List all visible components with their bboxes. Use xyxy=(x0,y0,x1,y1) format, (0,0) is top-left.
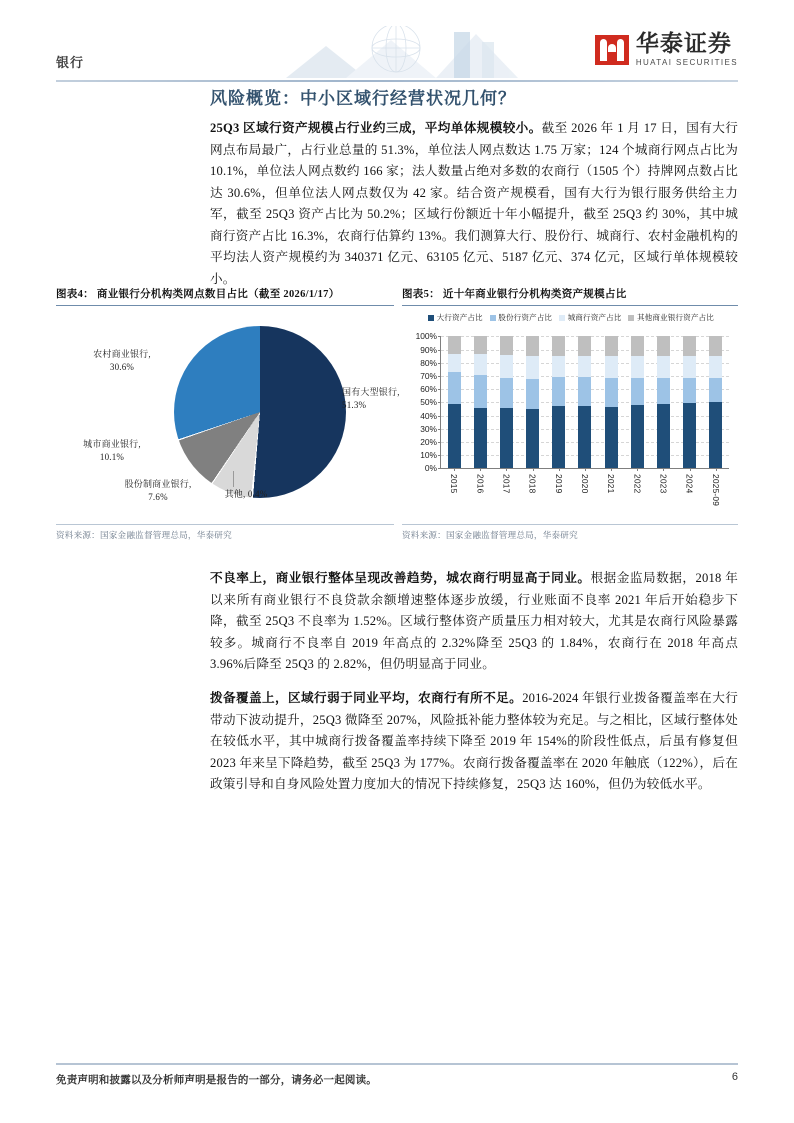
bar-segment-2021-1 xyxy=(605,378,618,407)
y-axis-tick-0%: 0% xyxy=(424,463,437,474)
bar-segment-2018-1 xyxy=(526,379,539,409)
paragraph-2-body: 根据金监局数据，2018 年以来所有商业银行不良贷款余额增速整体逐步放缓，行业账面不良率 2021 年后开始稳步下降，截至 25Q3 不良率为 1.52%。区域行整体资产质量压力相对较大，尤其是农商行风险暴露较多。城商行不良率自 2019 年高点的 2.32%降至 25Q3 的 1.84%，农商行在 2018 年高点 3.96%后降至 25Q3 的 2.82%，但仍明显高于同业。 xyxy=(210,571,738,671)
bar-2016 xyxy=(474,336,487,494)
header-divider xyxy=(56,80,738,82)
y-axis-tick-50%: 50% xyxy=(420,397,437,408)
bar-2021 xyxy=(605,336,618,494)
x-axis-mark-2020 xyxy=(585,468,586,471)
bar-segment-2025-09-2 xyxy=(709,356,722,378)
x-axis-mark-2025-09 xyxy=(716,468,717,471)
bar-segment-2022-0 xyxy=(631,405,644,468)
legend-label-0: 大行资产占比 xyxy=(436,313,483,323)
sector-label: 银行 xyxy=(56,55,85,70)
y-axis-tick-10%: 10% xyxy=(420,450,437,461)
paragraph-3-body: 2016-2024 年银行业拨备覆盖率在大行带动下波动提升，25Q3 微降至 207%，风险抵补能力整体较为充足。与之相比，区域行整体处在较低水平，其中城商行拨备覆盖率持续下降至 2019 年 154%的阶段性低点，后虽有修复但 2023 年来呈下降趋势，截至 25Q3 为 177%。农商行拨备覆盖率在 2020 年触底（122%），后在政策引导和自身风险处置力度加大的情况下持续修复，25Q3 达 160%，但仍为较低水平。 xyxy=(210,691,738,791)
y-axis-tick-60%: 60% xyxy=(420,384,437,395)
exhibit-5-caption xyxy=(402,286,738,305)
legend-label-2: 城商行资产占比 xyxy=(567,313,622,323)
legend-swatch-3 xyxy=(628,315,634,321)
pie-label-state-owned: 国有大型银行, 51.3% xyxy=(342,387,400,411)
y-axis-tick-90%: 90% xyxy=(420,344,437,355)
bar-segment-2023-3 xyxy=(657,336,670,356)
footer-disclaimer: 免责声明和披露以及分析师声明是报告的一部分，请务必一起阅读。 xyxy=(56,1075,377,1086)
x-axis-tick-2018: 2018 xyxy=(527,474,538,494)
paragraph-asset-scale xyxy=(210,118,738,290)
x-axis-tick-2016: 2016 xyxy=(475,474,486,494)
bar-segment-2024-1 xyxy=(683,378,696,403)
bar-segment-2025-09-1 xyxy=(709,378,722,402)
bar-2020 xyxy=(578,336,591,494)
bar-segment-2020-2 xyxy=(578,356,591,377)
pie-label-joint-stock: 股份制商业银行, 7.6% xyxy=(124,479,192,503)
legend-label-3: 其他商业银行资产占比 xyxy=(636,313,714,323)
bar-segment-2024-3 xyxy=(683,336,696,356)
bar-segment-2018-3 xyxy=(526,336,539,356)
bar-segment-2021-0 xyxy=(605,407,618,469)
y-axis-tick-20%: 20% xyxy=(420,436,437,447)
x-axis-tick-2023: 2023 xyxy=(658,474,669,494)
bar-segment-2025-09-0 xyxy=(709,402,722,468)
bar-segment-2017-1 xyxy=(500,378,513,408)
paragraph-3-lead: 拨备覆盖上，区域行弱于同业平均，农商行有所不足。 xyxy=(210,691,523,705)
page-header xyxy=(56,26,738,80)
bar-segment-2015-3 xyxy=(448,336,461,353)
pie-leader-line-other xyxy=(233,471,234,487)
exhibit-5 xyxy=(402,286,738,554)
x-axis-mark-2024 xyxy=(690,468,691,471)
bar-segment-2019-0 xyxy=(552,406,565,468)
bar-segment-2017-2 xyxy=(500,355,513,377)
bar-2025-09 xyxy=(709,336,722,507)
bar-chart-legend xyxy=(406,312,736,323)
legend-label-1: 股份行资产占比 xyxy=(498,313,553,323)
bar-segment-2019-2 xyxy=(552,356,565,377)
x-axis-mark-2018 xyxy=(533,468,534,471)
logo-company-name-cn: 华泰证券 xyxy=(635,31,732,56)
x-axis-mark-2016 xyxy=(480,468,481,471)
paragraph-1-body: 截至 2026 年 1 月 17 日，国有大行网点布局最广，占行业总量的 51.3%，单位法人网点数达 1.75 万家；124 个城商行网点占比为 10.1%，单位法人网点数约 166 家；法人数量占绝对多数的农商行（1505 个）持牌网点数占比达 30.6%，但单位法人网点数仅为 42 家。结合资产规模看，国有大行为银行服务供给主力军，截至 25Q3 资产占比为 50.2%；区域行份额近十年小幅提升，截至 25Q3 约 30%，其中城商行资产占比 16.3%，农商行估算约 13%。我们测算大行、股份行、城商行、农村金融机构的平均法人资产规模约为 340371 亿元、63105 亿元、5187 亿元、374 亿元，区域行单体规模较小。 xyxy=(210,121,738,286)
y-axis-tick-80%: 80% xyxy=(420,357,437,368)
legend-swatch-0 xyxy=(428,315,434,321)
logo-company-name-en: HUATAI SECURITIES xyxy=(635,58,738,67)
x-axis-tick-2019: 2019 xyxy=(553,474,564,494)
exhibit-5-number: 图表5： xyxy=(402,289,440,300)
y-axis-tick-30%: 30% xyxy=(420,423,437,434)
bar-segment-2015-2 xyxy=(448,354,461,372)
bar-2015 xyxy=(448,336,461,494)
bar-segment-2020-1 xyxy=(578,377,591,406)
exhibit-5-source: 资料来源：国家金融监督管理总局，华泰研究 xyxy=(402,530,578,541)
x-axis-mark-2015 xyxy=(454,468,455,471)
exhibit-4-chart-area xyxy=(56,306,400,524)
bar-segment-2025-09-3 xyxy=(709,336,722,356)
exhibit-4-caption xyxy=(56,286,394,305)
bar-segment-2019-3 xyxy=(552,336,565,355)
bar-segment-2023-0 xyxy=(657,404,670,469)
bar-segment-2018-2 xyxy=(526,356,539,379)
legend-item-0 xyxy=(428,312,483,323)
bar-segment-2016-2 xyxy=(474,354,487,375)
pie-label-rural: 农村商业银行, 30.6% xyxy=(93,349,151,373)
exhibit-5-chart-area xyxy=(402,306,738,524)
bar-2024 xyxy=(683,336,696,494)
legend-item-1 xyxy=(490,312,552,323)
exhibit-5-title: 近十年商业银行分机构类资产规模占比 xyxy=(442,289,627,300)
bar-segment-2015-1 xyxy=(448,372,461,404)
x-axis-mark-2023 xyxy=(663,468,664,471)
x-axis-tick-2017: 2017 xyxy=(501,474,512,494)
y-axis-tick-40%: 40% xyxy=(420,410,437,421)
x-axis-tick-2015: 2015 xyxy=(449,474,460,494)
footer-divider xyxy=(56,1063,738,1065)
bar-segment-2024-0 xyxy=(683,403,696,468)
bar-2018 xyxy=(526,336,539,494)
x-axis-tick-2022: 2022 xyxy=(632,474,643,494)
bar-segment-2015-0 xyxy=(448,404,461,468)
bar-2017 xyxy=(500,336,513,494)
exhibit-4-source: 资料来源：国家金融监督管理总局，华泰研究 xyxy=(56,530,232,541)
bar-segment-2017-3 xyxy=(500,336,513,355)
paragraph-2-lead: 不良率上，商业银行整体呈现改善趋势，城农商行明显高于同业。 xyxy=(210,571,591,585)
pie-label-city: 城市商业银行, 10.1% xyxy=(83,439,141,463)
bar-segment-2020-0 xyxy=(578,406,591,468)
x-axis-tick-2020: 2020 xyxy=(579,474,590,494)
x-axis-mark-2019 xyxy=(559,468,560,471)
x-axis-mark-2017 xyxy=(506,468,507,471)
bar-2022 xyxy=(631,336,644,494)
pie-chart-graphic xyxy=(174,326,346,498)
bar-segment-2022-2 xyxy=(631,356,644,378)
bar-segment-2017-0 xyxy=(500,408,513,468)
bar-segment-2019-1 xyxy=(552,377,565,406)
bar-2023 xyxy=(657,336,670,494)
huatai-logo xyxy=(595,32,738,67)
legend-swatch-1 xyxy=(490,315,496,321)
bar-segment-2020-3 xyxy=(578,336,591,355)
paragraph-provision-coverage xyxy=(210,688,738,796)
bar-group xyxy=(441,336,729,507)
huatai-logo-mark-icon xyxy=(595,35,629,65)
legend-item-3 xyxy=(628,312,713,323)
x-axis-mark-2022 xyxy=(637,468,638,471)
x-axis-tick-2024: 2024 xyxy=(684,474,695,494)
bar-segment-2021-3 xyxy=(605,336,618,356)
bar-segment-2022-1 xyxy=(631,378,644,405)
section-title: 风险概览：中小区域行经营状况几何？ xyxy=(210,89,516,108)
paragraph-1-lead: 25Q3 区域行资产规模占行业约三成，平均单体规模较小。 xyxy=(210,121,542,135)
bar-chart-plot xyxy=(415,331,729,507)
bar-2019 xyxy=(552,336,565,494)
pie-label-other: 其他, 0.4% xyxy=(224,489,268,500)
bar-segment-2022-3 xyxy=(631,336,644,356)
bar-segment-2023-2 xyxy=(657,356,670,378)
x-axis-tick-2021: 2021 xyxy=(606,474,617,494)
legend-swatch-2 xyxy=(559,315,565,321)
bar-segment-2016-1 xyxy=(474,375,487,408)
exhibit-4-number: 图表4： xyxy=(56,289,94,300)
y-axis-tick-100%: 100% xyxy=(415,331,437,342)
x-axis-tick-2025-09: 2025-09 xyxy=(710,474,721,507)
bar-segment-2024-2 xyxy=(683,356,696,378)
y-axis-tick-70%: 70% xyxy=(420,370,437,381)
bar-segment-2016-3 xyxy=(474,336,487,354)
bar-segment-2018-0 xyxy=(526,409,539,469)
bar-segment-2023-1 xyxy=(657,378,670,404)
exhibit-4-title: 商业银行分机构类网点数目占比（截至 2026/1/17） xyxy=(96,289,340,300)
bar-segment-2021-2 xyxy=(605,356,618,378)
paragraph-npl-ratio xyxy=(210,568,738,676)
pie-chart xyxy=(56,306,400,524)
legend-item-2 xyxy=(559,312,621,323)
exhibit-4 xyxy=(56,286,400,554)
page-number: 6 xyxy=(731,1071,738,1083)
bar-segment-2016-0 xyxy=(474,408,487,469)
header-decorative-graphic xyxy=(286,26,556,78)
x-axis-mark-2021 xyxy=(611,468,612,471)
